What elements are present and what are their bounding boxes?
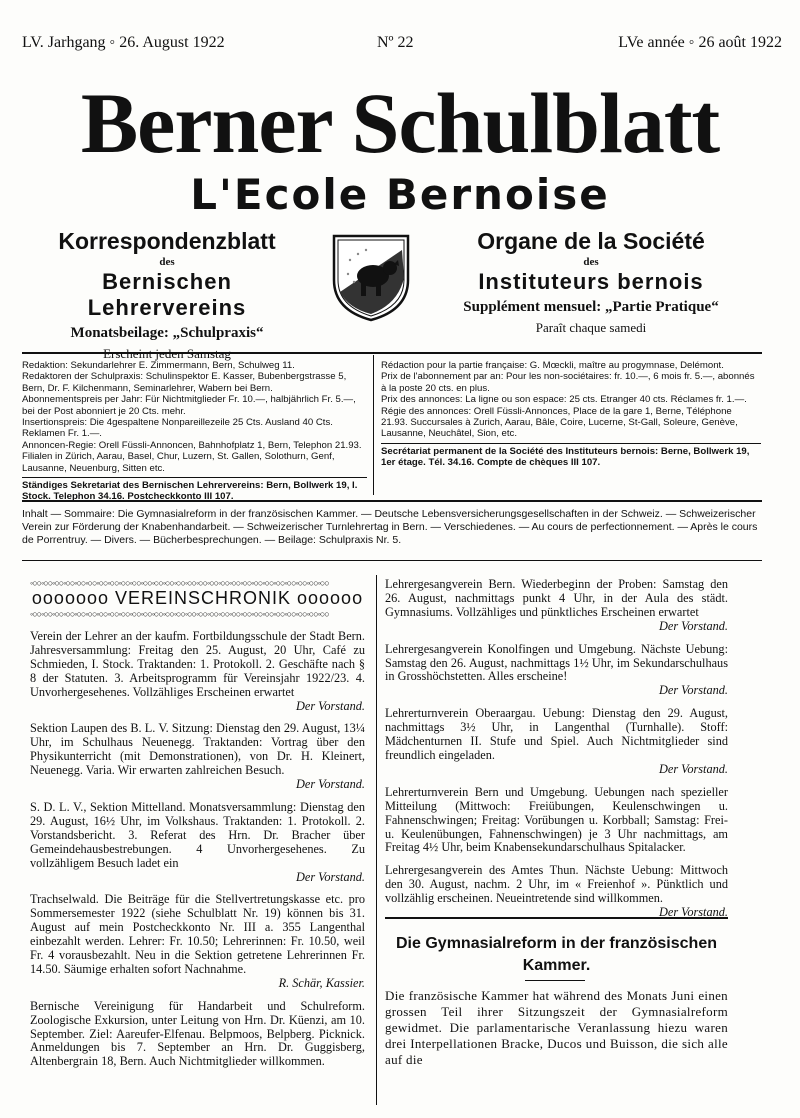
info-divider [373, 355, 374, 495]
header-right-column [446, 228, 736, 336]
abonnementspreis: Abonnementspreis per Jahr: Für Nichtmitglieder Fr. 10.—, halbjährlich Fr. 5.—, bei der Post abonniert je 20 Cts. mehr. [22, 394, 356, 417]
rule-top [22, 352, 762, 354]
sekretariat-de: Ständiges Sekretariat des Bernischen Lehrervereins: Bern, Bollwerk 19, I. Stock. Telephon 34.16. Postcheckkonto III 107. [22, 480, 358, 503]
redaktoren-schulpraxis: Redaktoren der Schulpraxis: Schulinspektor E. Kasser, Bubenbergstrasse 5, Bern, Dr. F. Kilchenmann, Seminarlehrer, Wabern bei Bern. [22, 371, 347, 394]
header-left-column [22, 228, 312, 362]
notice-item: Lehrergesangverein Konolfingen und Umgebung. Nächste Uebung: Samstag den 26. August, nachmittags 1½ Uhr, im Sekundarschulhaus in Grosshöchstetten. Alles erscheine! [385, 641, 728, 684]
notice-item: Sektion Laupen des B. L. V. Sitzung: Dienstag den 29. August, 13¼ Uhr, im Schulhaus Neuenegg. Traktanden: Vortrag über den Physikunterricht (mit Demonstrationen), von Dr. H. Kleinert, Neuenegg. Varia. Wir erwarten zahlreichen Besuch. [30, 721, 365, 778]
notice-item: Lehrerturnverein Oberaargau. Uebung: Dienstag den 29. August, nachmittags 3½ Uhr, in Langenthal (Turnhalle). Stoff: Mädchenturnen II. Stufe und Spiel. Auch Nichtmitglieder sind freundlich eingeladen. [385, 706, 728, 762]
vereinschronik-title: ooooooo VEREINSCHRONIK oooooo [31, 588, 364, 608]
instituteurs-name: Instituteurs bernois [478, 269, 704, 294]
info-right [381, 360, 761, 469]
volume-date-fr: LVe année ◦ 26 août 1922 [618, 34, 782, 51]
notice-item: Lehrerturnverein Bern und Umgebung. Uebungen nach spezieller Mitteilung (Mittwoch: Freiübungen, Keulenschwingen u. Fahnenschwingen; Freitag: Vorübungen u. Korbball; Samstag: Frei- u. Keulenübungen, Fahnenschwingen) je 3 Uhr nachmittags, am Freitag 4½ Uhr, beim Knabensekundarschulhaus Spitalacker. [385, 784, 728, 855]
notice-signature: Der Vorstand. [658, 905, 728, 920]
left-column [30, 630, 365, 1069]
notice-item: S. D. L. V., Sektion Mittelland. Monatsversammlung: Dienstag den 29. August, 16½ Uhr, im Volkshaus. Traktanden: 1. Protokoll. 2. Vorstandsbericht. 3. Referat des Hrn. Dr. Bracher über Gemeindehausbestrebungen. 4 Unvorhergesehenes. Zu vollzähligem Besuch ladet ein [30, 799, 365, 870]
redaction-fr: Rédaction pour la partie française: G. Mœckli, maître au progymnase, Delémont. [381, 360, 724, 371]
vereinschronik-header [30, 578, 365, 619]
chain-border-top: ◦○○◦○○◦○○◦○○◦○○◦○○◦○○◦○○◦○○◦○○◦○○◦○○◦○○◦○○◦○○◦○○◦○○◦○○◦○○◦○○◦○○◦○○◦○○◦○○◦○○◦○○◦○○ [30, 578, 329, 588]
monatsbeilage: Monatsbeilage: „Schulpraxis“ [70, 325, 264, 341]
notice-signature: Der Vorstand. [295, 698, 365, 713]
organe: Organe de la Société [477, 228, 705, 254]
right-column [385, 578, 728, 920]
notice-item: Trachselwald. Die Beiträge für die Stellvertretungskasse etc. pro Sommersemester 1922 (siehe Schulblatt Nr. 19) können bis 31. August auf mein Postcheckkonto Nr. III a. 355 Langenthal einbezahlt werden. Lehrer: Fr. 10.50; Lehrerinnen: Fr. 10.50, weil Fr. 4 vorausbezahlt. Neu in die Sektion getretene Lehrerinnen Fr. 14.50. Säumige erhalten sofort Nachnahme. [30, 892, 365, 976]
notice-signature: Der Vorstand. [295, 777, 365, 792]
info-left [22, 360, 367, 503]
rule-inhalt [22, 500, 762, 502]
notice-signature: Der Vorstand. [295, 869, 365, 884]
parait: Paraît chaque samedi [535, 320, 647, 335]
volume-date-de: LV. Jarhgang ◦ 26. August 1922 [22, 34, 225, 51]
article-body: Die französische Kammer hat während des Monats Juni einen grossen Teil ihrer Sitzungszeit der Gymnasialreform gewidmet. Die parlamentarische Veranlassung hiezu waren drei Interpellationen Bracke, Ducos und Buisson, die sich alle auf die [385, 988, 728, 1067]
prix-annonces: Prix des annonces: La ligne ou son espace: 25 cts. Etranger 40 cts. Réclames fr. 1.—. [381, 394, 747, 406]
rule-inhalt-bottom [22, 560, 762, 561]
issue-number: Nº 22 [377, 34, 414, 51]
notice-signature: Der Vorstand. [658, 761, 728, 776]
article-title: Die Gymnasialreform in der französischen Kammer. [396, 935, 717, 974]
supplement: Supplément mensuel: „Partie Pratique“ [463, 299, 719, 315]
column-divider [376, 575, 377, 1105]
des-label: des [159, 256, 175, 268]
redaktion: Redaktion: Sekundarlehrer E. Zimmermann, Bern, Schulweg 11. [22, 360, 295, 371]
korrespondenzblatt: Korrespondenzblatt [58, 228, 276, 254]
erscheint: Erscheint jeden Samstag [103, 346, 231, 361]
notice-item: Lehrergesangverein Bern. Wiederbeginn der Proben: Samstag den 26. August, nachmittags punkt 4 Uhr, in der Aula des städt. Gymnasiums. Vollzähliges und pünktliches Erscheinen erwartet [385, 577, 728, 619]
secretariat-fr: Secrétariat permanent de la Société des Instituteurs bernois: Berne, Bollwerk 19, 1er étage. Tél. 34.16. Compte de chèques III 107. [381, 445, 750, 469]
notice-item: Verein der Lehrer an der kaufm. Fortbildungsschule der Stadt Bern. Jahresversammlung: Freitag den 25. August, 20 Uhr, Café zu Schmieden, I. Stock. Traktanden: 1. Protokoll. 2. Geschäfte nach § 8 der Statuten. 3. Arbeitsprogramm für Vereinsjahr 1922/23. 4. Unvorhergesehenes. Vollzähliges Erscheinen erwartet [30, 629, 365, 699]
des-label-fr: des [583, 256, 599, 268]
article-title-rule [525, 980, 585, 981]
newspaper-title: Berner Schulblatt [80, 75, 720, 171]
chain-border-bottom: ◦○○◦○○◦○○◦○○◦○○◦○○◦○○◦○○◦○○◦○○◦○○◦○○◦○○◦○○◦○○◦○○◦○○◦○○◦○○◦○○◦○○◦○○◦○○◦○○◦○○◦○○◦○○ [30, 609, 329, 619]
notice-signature: Der Vorstand. [658, 618, 728, 633]
lehrerverein-name: Bernischen Lehrervereins [87, 269, 247, 320]
notice-item: Bernische Vereinigung für Handarbeit und Schulreform. Zoologische Exkursion, unter Leitung von Hrn. Dr. Küenzi, am 10. September. Ziel: Aareufer-Elfenau. Belpmoos, Belpberg. Picknick. Anmeldungen bis 7. September an Hrn. Dr. Guggisberg, Altenbergrain 18, Bern. Auch Nichtmitglieder willkommen. [30, 998, 365, 1069]
notice-signature: Der Vorstand. [658, 683, 728, 698]
rule-article [385, 917, 728, 919]
insertionspreis: Insertionspreis: Die 4gespaltene Nonpareillezeile 25 Cts. Ausland 40 Cts. Reklamen Fr. 1.—. [22, 417, 333, 440]
annoncen-regie: Annoncen-Regie: Orell Füssli-Annoncen, Bahnhofplatz 1, Bern, Telephon 21.93. Filialen in Zürich, Aarau, Basel, Chur, Luzern, St. Gallen, Solothurn, Genf, Lausanne, Neuenburg, Sitten etc. [22, 439, 362, 474]
newspaper-subtitle: L'Ecole Bernoise [190, 170, 610, 219]
notice-item: Lehrergesangverein des Amtes Thun. Nächste Uebung: Mittwoch den 30. August, nachm. 2 Uhr, im « Freienhof ». Pünktlich und vollzählig erscheinen. Neueintretende sind willkommen. [385, 863, 728, 906]
prix-abonnement: Prix de l'abonnement par an: Pour les non-sociétaires: fr. 10.—, 6 mois fr. 5.—, abonnés à la poste 20 cts. en plus. [381, 371, 755, 394]
notice-signature: R. Schär, Kassier. [278, 975, 365, 990]
bern-bear-crest-icon [328, 230, 414, 322]
inhalt-sommaire: Inhalt — Sommaire: Die Gymnasialreform in der französischen Kammer. — Deutsche Lebensversicherungsgesellschaften in der Schweiz. — Schweizerischer Verein zur Förderung der Knabenhandarbeit. — Schweizerischer Turnlehrertag in Bern. — Verschiedenes. — Au cours de perfectionnement. — Après le cours de Porrentruy. — Divers. — Bücherbesprechungen. — Beilage: Schulpraxis Nr. 5. [22, 508, 758, 546]
regie-annonces: Régie des annonces: Orell Füssli-Annonces, Place de la gare 1, Berne, Téléphone 21.93. Succursales à Zurich, Aarau, Bâle, Coire, Lucerne, St-Gall, Soleure, Genève, Lausanne, Neuchâtel, Sion, etc. [381, 405, 738, 440]
